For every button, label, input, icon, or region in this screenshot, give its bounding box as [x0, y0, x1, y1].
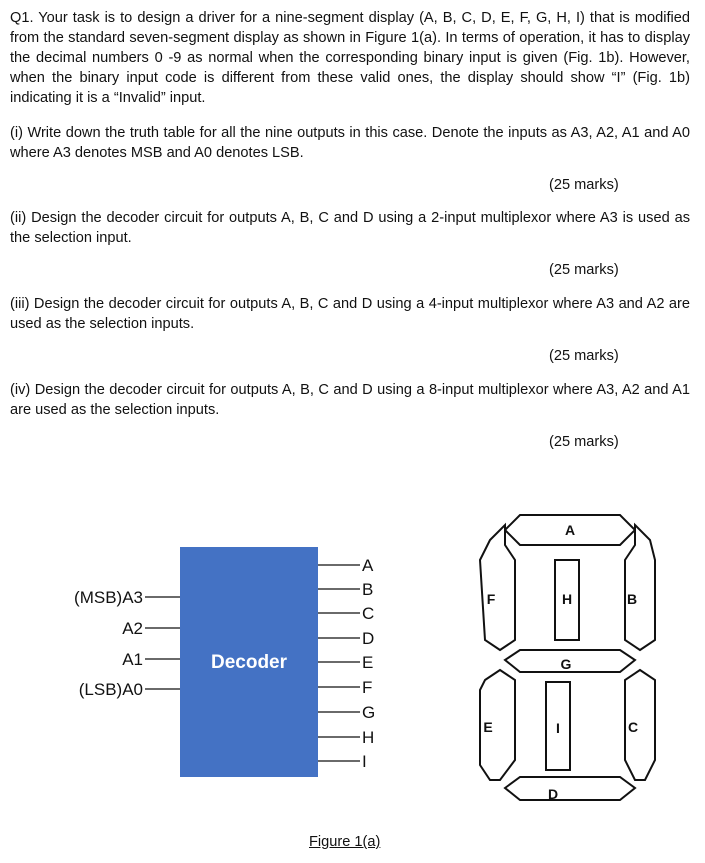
segment-label-a: A [564, 522, 576, 538]
input-lines [145, 597, 180, 689]
part-ii-marks: (25 marks) [549, 262, 619, 278]
output-label-a: A [362, 556, 374, 575]
part-iii-marks: (25 marks) [549, 348, 619, 364]
output-label-h: H [362, 728, 375, 747]
output-label-b: B [362, 580, 374, 599]
figure-1a [0, 500, 705, 830]
part-iii-text: (iii) Design the decoder circuit for outputs A, B, C and D using a 4-input multiplexor where A3 and A2 are used as the selection inputs. [10, 296, 690, 332]
segment-f [480, 525, 515, 650]
part-iv-text: (iv) Design the decoder circuit for outputs A, B, C and D using a 8-input multiplexor where A3, A2 and A1 are used as the selection inputs. [10, 382, 690, 418]
segment-label-f: F [486, 591, 496, 607]
segment-label-h: H [561, 591, 573, 607]
output-label-c: C [362, 604, 375, 623]
part-i-marks: (25 marks) [549, 177, 619, 193]
output-label-e: E [362, 653, 374, 672]
segment-label-b: B [626, 591, 638, 607]
part-iv-marks: (25 marks) [549, 434, 619, 450]
segment-b [625, 525, 655, 650]
input-label-a2: A2 [122, 619, 143, 638]
input-label-a3: (MSB)A3 [74, 588, 143, 607]
segment-label-c: C [627, 719, 639, 735]
output-label-f: F [362, 678, 373, 697]
segment-label-i: I [556, 720, 560, 736]
segment-label-g: G [560, 656, 572, 672]
output-label-g: G [362, 703, 376, 722]
part-ii-text: (ii) Design the decoder circuit for outputs A, B, C and D using a 2-input multiplexor where A3 is used as the selection input. [10, 210, 690, 246]
output-label-d: D [362, 629, 375, 648]
output-lines [318, 565, 360, 761]
segment-label-e: E [483, 719, 493, 735]
output-label-i: I [362, 752, 367, 771]
decoder-label: Decoder [210, 652, 288, 673]
segment-label-d: D [547, 786, 559, 802]
input-label-a1: A1 [122, 650, 143, 669]
input-label-a0: (LSB)A0 [78, 680, 143, 699]
part-i-text: (i) Write down the truth table for all the nine outputs in this case. Denote the inputs as A3, A2, A1 and A0 where A3 denotes MSB and A0 denotes LSB. [10, 125, 690, 161]
segment-d [505, 777, 635, 800]
question-intro: Q1. Your task is to design a driver for a nine-segment display (A, B, C, D, E, F, G, H, I) that is modified from the standard seven-segment display as shown in Figure 1(a). In terms of operation, it has to display the decimal numbers 0 -9 as normal when the corresponding binary input is given (Fig. 1b). However, when the binary input code is different from these valid ones, the display should show “I” (Fig. 1b) indicating it is a “Invalid” input. [10, 10, 690, 106]
figure-caption: Figure 1(a) [309, 834, 381, 850]
